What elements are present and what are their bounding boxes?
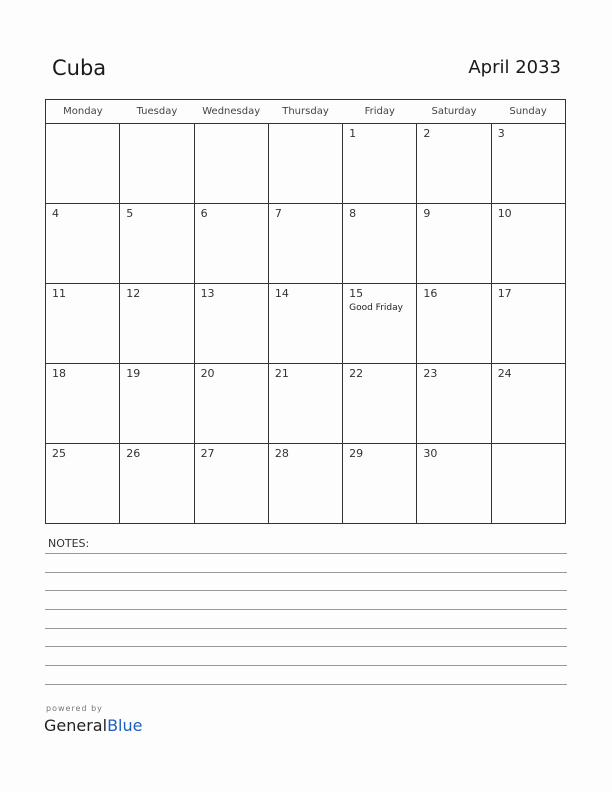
day-cell [268,124,342,204]
day-number: 5 [126,207,134,220]
day-cell [46,124,120,204]
day-cell [46,204,120,284]
weekday-header: Friday [343,100,417,124]
week-row [46,124,566,204]
day-cell [343,204,417,284]
day-number: 24 [497,367,512,380]
note-line [45,553,567,554]
day-number: 25 [52,447,66,460]
day-cell [120,204,194,284]
note-line [45,684,567,685]
week-row [46,444,566,524]
day-number: 26 [126,447,141,460]
week-row [46,364,566,444]
day-cell [268,204,342,284]
day-number: 19 [126,367,141,380]
day-cell [417,364,491,444]
day-number: 29 [349,447,364,460]
day-cell [120,284,194,364]
day-number: 20 [200,367,215,380]
day-cell [194,204,268,284]
weekday-header: Wednesday [194,100,268,124]
brand-name-part1: General [44,716,108,735]
day-cell [194,364,268,444]
note-line [45,572,567,573]
brand-name-part2: Blue [107,716,143,735]
day-cell [491,364,565,444]
day-cell [343,444,417,524]
day-number: 15 [349,287,364,300]
day-number: 8 [349,207,357,220]
weekday-header: Monday [46,100,120,124]
weekday-header: Tuesday [120,100,194,124]
day-number: 11 [52,287,66,300]
holiday-label: Good Friday [349,303,403,313]
note-line [45,628,567,629]
day-number: 10 [497,207,512,220]
day-number: 13 [200,287,215,300]
day-cell [268,444,342,524]
day-number: 3 [497,127,505,140]
day-number: 12 [126,287,141,300]
day-number: 1 [349,127,357,140]
country-title: Cuba [52,56,107,80]
day-cell [46,444,120,524]
month-year-title: April 2033 [468,57,561,78]
day-number: 27 [200,447,215,460]
day-cell [343,124,417,204]
weekday-header: Saturday [417,100,491,124]
day-number: 23 [423,367,438,380]
day-number: 4 [52,207,59,220]
day-cell [417,284,491,364]
day-number: 22 [349,367,364,380]
day-cell [268,364,342,444]
day-number: 9 [423,207,431,220]
day-number: 16 [423,287,438,300]
day-number: 30 [423,447,438,460]
day-cell [268,284,342,364]
generalblue-logo [44,716,142,735]
note-line [45,646,567,647]
day-cell [46,364,120,444]
calendar-grid [45,99,566,524]
day-cell [417,204,491,284]
day-cell [417,124,491,204]
day-cell [120,444,194,524]
day-cell [343,364,417,444]
day-cell [491,284,565,364]
note-line [45,590,567,591]
day-cell [491,124,565,204]
day-cell [46,284,120,364]
day-cell [194,444,268,524]
powered-by-text: powered by [46,704,103,713]
weekday-header: Thursday [268,100,342,124]
day-number: 17 [497,287,512,300]
day-number: 6 [200,207,208,220]
day-cell [120,124,194,204]
weekday-header: Sunday [491,100,565,124]
day-number: 21 [274,367,289,380]
day-cell [491,444,565,524]
note-line [45,609,567,610]
day-cell [417,444,491,524]
day-number: 2 [423,127,431,140]
day-cell [491,204,565,284]
day-number: 7 [274,207,282,220]
day-cell [343,284,417,364]
week-row [46,284,566,364]
week-row [46,204,566,284]
weekday-header-row [46,100,566,124]
day-number: 18 [52,367,66,380]
day-number: 28 [274,447,289,460]
note-line [45,665,567,666]
day-cell [194,124,268,204]
day-cell [194,284,268,364]
day-cell [120,364,194,444]
day-number: 14 [274,287,289,300]
notes-label: NOTES: [48,537,90,550]
